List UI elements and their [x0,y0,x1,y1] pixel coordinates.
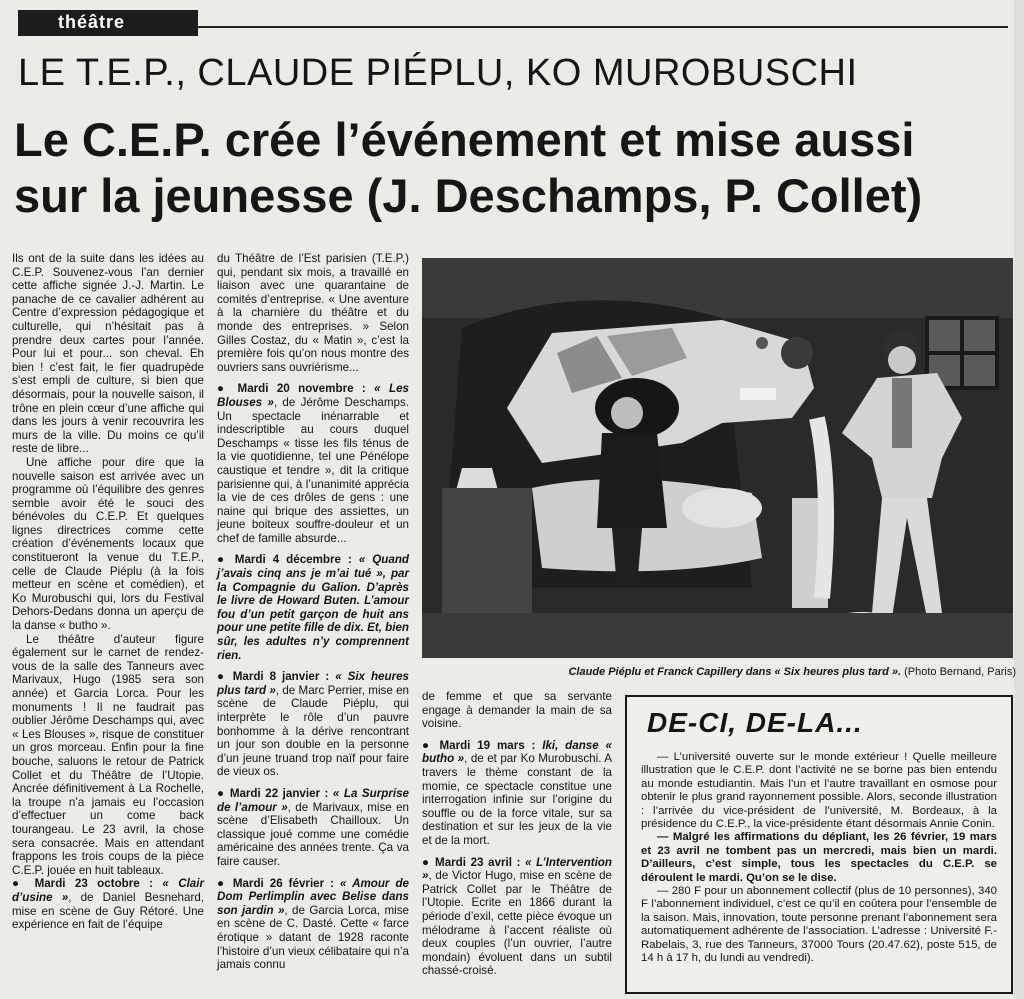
entry-title: Iki, danse « butho » [422,738,612,766]
entry-date: Mardi 23 avril : [435,855,521,869]
entry-text: , de Marivaux, mise en scène d’Elisabeth Chailloux. Un classique joué comme une comédie américaine des années trente. Ça va faire causer. [217,800,409,868]
article-column-1 [12,252,204,940]
paragraph: Le théâtre d’auteur figure également sur le carnet de rendez-vous de la salle des Tanneurs avec Marivaux, Hugo (1985 sera son année) et Garcia Lorca. Pour les monuments ! Il ne faudrait pas oublier Jérôme Deschamps qui, avec « Les Blouses », risque de constituer un gros morceau. Enfin pour la fine bouche, saluons le retour de Patrick Collet et du Théâtre de l’Utopie. Ancrée définitivement à La Rochelle, la troupe n’a jamais eu l’occasion d’effectuer un come back tourangeau. Le 23 avril, la chose sera consacrée. Mais en attendant frappons les trois coups de la pièce C.E.P. jouée en huit tableaux. [12,632,204,877]
entry-text: , de Daniel Besnehard, mise en scène de Guy Rétoré. Une expérience en fait de l’équipe [12,890,204,932]
program-entry: ● Mardi 26 février : « Amour de Dom Perlimplin avec Belise dans son jardin », de Garcia Lorca, mise en scène de C. Dasté. Cette « farce érotique » datant de 1928 raconte l’histoire d’un vieux célibataire qui n’a jamais connu [217,876,409,972]
paragraph: — L’université ouverte sur le monde extérieur ! Quelle meilleure illustration que le C.E.P. dont l’activité ne se borne pas bien entendu au monde estudiantin. Mais l’un et l’autre travaillant en osmose pour obtenir le plus grand rayonnement possible. Alors, seconde illustration : l’arrivée du vice-président de l’université, M. Bordeaux, à la présidence du C.E.P., la vice-présidente étant désormais Annie Conin. [641,751,997,831]
program-entry: ● Mardi 19 mars : Iki, danse « butho », de et par Ko Murobuschi. A travers le thème constant de la momie, ce spectacle constitue une interrogation infinie sur l’origine du souffle ou de la force vitale, sur sa destination et sur les jeux de la vie et de la mort. [422,738,612,847]
box-body [641,751,997,966]
page-edge [1014,0,1024,999]
entry-date: Mardi 19 mars : [439,738,536,752]
entry-title: « Six heures plus tard » [217,670,409,697]
stage-photo-image [422,258,1013,658]
entry-title: « L’Intervention » [422,855,612,883]
headline-line-2: sur la jeunesse (J. Deschamps, P. Collet) [14,169,923,222]
headline-line-1: Le C.E.P. crée l’événement et mise aussi [14,113,915,166]
caption-names: Claude Piéplu et Franck Capillery dans « Six heures plus tard ». [568,666,902,678]
rubric-label: théâtre [58,12,126,32]
entry-date: Mardi 26 février : [232,876,335,890]
photo-caption [422,666,1016,678]
entry-date: Mardi 20 novembre : [237,382,366,396]
rubric-rule [198,26,1008,28]
entry-date: Mardi 8 janvier : [232,670,330,684]
stage-photo [422,258,1013,658]
entry-title: « Quand j’avais cinq ans je m’ai tué », par la Compagnie du Galion. D’après le livre de Howard Buten. L’amour fou d’un petit garçon de huit ans pour une petite fille de dix. Et, bien sûr, les adultes n’y comprennent rien. [217,553,409,662]
entry-date: Mardi 23 octobre : [34,877,153,891]
entry-title: « Amour de Dom Perlimplin avec Belise dans son jardin » [217,876,409,917]
paragraph: Une affiche pour dire que la nouvelle saison est arrivée avec un programme où l’équilibre des genres semble avoir été le souci des bénévoles du C.E.P. Et quelques lignes directrices comme cette création d’événements locaux que constitueront la venue du T.E.P., celle de Claude Piéplu (à la fois metteur en scène et comédien), et Ko Murobuschi qui, lors du Festival Dehors-Dedans donna un aperçu de la danse « butho ». [12,455,204,633]
entry-text: , de et par Ko Murobuschi. A travers le thème constant de la momie, ce spectacle constitue une interrogation infinie sur l’origine du souffle ou de la force vitale, sur sa destination et sur les jeux de la vie et de la mort. [422,752,612,847]
program-entry: ● Mardi 20 novembre : « Les Blouses », de Jérôme Deschamps. Un spectacle inénarrable et indescriptible au cours duquel Deschamps « tisse les fils ténus de la vie quotidienne, tel une Pénélope caustique et tendre », dit la critique parisienne qui, à l’unanimité apprécia la vie de ces drôles de gens : une naine qui brique des assiettes, un jeune boiteux souffre-douleur et un chef de famille absurde... [217,382,409,545]
paragraph: de femme et que sa servante engage à demander la main de sa voisine. [422,690,612,731]
article-column-3 [422,690,612,986]
article-column-2 [217,252,409,980]
entry-text: , de Victor Hugo, mise en scène de Patrick Collet par le Théâtre de l’Utopie. Ecrite en 1866 durant la période d’exil, cette pièce évoque un mélodrame à l’accent réaliste où deux couples (l’un ouvrier, l’autre mondain) évoluent dans un subtil chassé-croisé. [422,869,612,978]
entry-title: « La Surprise de l’amour » [217,786,409,814]
program-entry: ● Mardi 23 avril : « L’Intervention », de Victor Hugo, mise en scène de Patrick Collet par le Théâtre de l’Utopie. Ecrite en 1866 durant la période d’exil, cette pièce évoque un mélodrame à l’accent réaliste où deux couples (l’un ouvrier, l’autre mondain) évoluent dans un subtil chassé-croisé. [422,855,612,978]
program-entry: ● Mardi 22 janvier : « La Surprise de l’amour », de Marivaux, mise en scène d’Elisabeth Chailloux. Un classique joué comme une comédie américaine des années trente. Ça va faire causer. [217,786,409,868]
headline [14,112,1014,224]
paragraph: Ils ont de la suite dans les idées au C.E.P. Souvenez-vous l’an dernier cette affiche signée J.-J. Martin. Le panache de ce cavalier adhérent au Centre d’expression pédagogique et culturelle, qui n’hésitait pas à prendre deux cartes pour l’année. Pour lui et pour... son cheval. Eh bien ! c’est fait, le fier quadrupède s’est empli de culture, si bien que désormais, pour la nouvelle saison, il trône en plein cœur d’une affiche qui dans les jours à venir recouvrira les murs de la ville. Du moins ce qu’il reste de libre... [12,252,204,456]
program-entry: ● Mardi 8 janvier : « Six heures plus tard », de Marc Perrier, mise en scène de Claude Piéplu, qui interprète le rôle d’un pauvre bonhomme à la dérive rencontrant un jour son double en la personne d’un jeune truand trop naïf pour faire de vieux os. [217,670,409,779]
caption-credit: (Photo Bernand, Paris) [901,666,1016,678]
box-title: DE-CI, DE-LA... [647,707,863,738]
paragraph: — 280 F pour un abonnement collectif (plus de 10 personnes), 340 F l’abonnement individuel, c’est ce qu’il en coûtera pour l’ensemble de la saison. Mais, innovation, toute personne prenant l’abonnement sera automatiquement adhérente de l’association. L’adresse : Université F.-Rabelais, 3, rue des Tanneurs, 37000 Tours (20.47.62), poste 515, de 14 h à 17 h, du lundi au vendredi). [641,885,997,965]
sidebar-box [625,695,1013,994]
entry-title: « Clair d’usine » [12,877,204,904]
supra-title: LE T.E.P., CLAUDE PIÉPLU, KO MUROBUSCHI [18,52,858,94]
rubric-banner [18,10,198,36]
entry-title: « Les Blouses » [217,382,409,409]
program-entry: ● Mardi 4 décembre : « Quand j’avais cinq ans je m’ai tué », par la Compagnie du Galion. D’après le livre de Howard Buten. L’amour fou d’un petit garçon de huit ans pour une petite fille de dix. Et, bien sûr, les adultes n’y comprennent rien. [217,553,409,662]
paragraph: du Théâtre de l’Est parisien (T.E.P.) qui, pendant six mois, a travaillé en liaison avec une quarantaine de comités d’entreprise. « Une aventure à la charnière du théâtre et du monde des entreprises. » Selon Gilles Costaz, du « Matin », c’est la première fois qu’on nous montre des ouvriers sans ouvriérisme... [217,252,409,374]
program-entry: ● Mardi 23 octobre : « Clair d’usine », de Daniel Besnehard, mise en scène de Guy Rétoré. Une expérience en fait de l’équipe [12,877,204,932]
entry-text: , de Marc Perrier, mise en scène de Claude Piéplu, qui interprète le rôle d’un pauvre bonhomme à la dérive rencontrant un jour son double en la personne d’un jeune truand trop naïf pour faire de vieux os. [217,683,409,779]
entry-text: , de Jérôme Deschamps. Un spectacle inénarrable et indescriptible au cours duquel Deschamps « tisse les fils ténus de la vie quotidienne, tel une Pénélope caustique et tendre », dit la critique parisienne qui, à l’unanimité apprécia la vie de ces drôles de gens : une naine qui brique des assiettes, un jeune boiteux souffre-douleur et un chef de famille absurde... [217,395,409,545]
entry-text: , de Garcia Lorca, mise en scène de C. Dasté. Cette « farce érotique » datant de 1928 raconte l’histoire d’un vieux célibataire qui n’a jamais connu [217,903,409,972]
entry-date: Mardi 22 janvier : [229,786,329,800]
paragraph: — Malgré les affirmations du dépliant, les 26 février, 19 mars et 23 avril ne tombent pas un mercredi, mais bien un mardi. D’ailleurs, c’est simple, tous les spectacles du C.E.P. se déroulent le mardi. Qu’on se le dise. [641,831,997,884]
entry-date: Mardi 4 décembre : [234,553,352,567]
